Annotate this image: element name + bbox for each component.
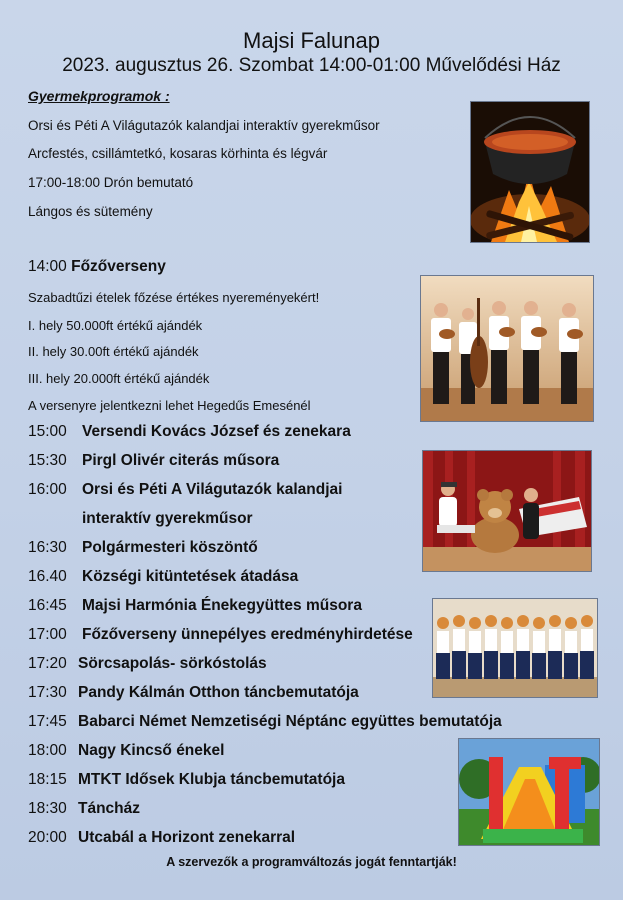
band-photo [420, 275, 594, 422]
kids-item: Orsi és Péti A Világutazók kalandjai interaktív gyerekműsor [28, 118, 380, 133]
cooking-prize: III. hely 20.000ft értékű ajándék [28, 371, 210, 386]
event-row [28, 771, 345, 789]
event-time: 16:30 [28, 539, 67, 556]
event-title: Polgármesteri köszöntő [82, 539, 258, 556]
event-time: 15:30 [28, 452, 67, 469]
event-time: 16:00 [28, 481, 67, 498]
event-time: 17:30 [28, 684, 67, 701]
event-time: 16:45 [28, 597, 67, 614]
cooking-time: 14:00 [28, 258, 67, 275]
event-row [28, 742, 224, 760]
event-row [28, 829, 295, 847]
kids-item: Lángos és sütemény [28, 204, 153, 219]
event-row [28, 713, 502, 731]
event-title: Főzőverseny ünnepélyes eredményhirdetése [82, 626, 413, 643]
choir-photo [432, 598, 598, 698]
event-time: 18:00 [28, 742, 67, 759]
event-row [28, 800, 140, 818]
event-time: 16.40 [28, 568, 67, 585]
cooking-prize: I. hely 50.000ft értékű ajándék [28, 318, 203, 333]
event-title: Táncház [78, 800, 141, 817]
cooking-heading [28, 258, 166, 276]
page-subtitle: 2023. augusztus 26. Szombat 14:00-01:00 Művelődési Ház [62, 55, 561, 76]
event-title: interaktív gyerekműsor [82, 510, 253, 527]
event-row [28, 568, 298, 586]
event-title: Nagy Kincső énekel [78, 742, 225, 759]
bouncy-castle-photo [458, 738, 600, 846]
event-time: 20:00 [28, 829, 67, 846]
event-row [28, 626, 413, 644]
footer-note: A szervezők a programváltozás jogát fenntartják! [166, 855, 457, 869]
event-title: Babarci Német Nemzetiségi Néptánc együttes bemutatója [78, 713, 502, 730]
event-time: 18:30 [28, 800, 67, 817]
event-title: Pirgl Olivér citerás műsora [82, 452, 280, 469]
event-time: 18:15 [28, 771, 67, 788]
cooking-desc: Szabadtűzi ételek főzése értékes nyereményekért! [28, 290, 320, 305]
event-title: MTKT Idősek Klubja táncbemutatója [78, 771, 345, 788]
event-row [28, 423, 351, 441]
event-row [28, 655, 267, 673]
event-title: Versendi Kovács József és zenekara [82, 423, 351, 440]
cooking-apply: A versenyre jelentkezni lehet Hegedűs Emesénél [28, 398, 311, 413]
event-row [28, 452, 279, 470]
event-title: Községi kitüntetések átadása [82, 568, 299, 585]
cooking-prize: II. hely 30.00ft értékű ajándék [28, 344, 199, 359]
event-row [28, 684, 359, 702]
page-title: Majsi Falunap [243, 28, 380, 53]
event-time: 17:20 [28, 655, 67, 672]
performers-teddy-photo [422, 450, 592, 572]
event-time: 17:00 [28, 626, 67, 643]
event-row [28, 481, 342, 499]
event-row [28, 539, 258, 557]
cooking-title: Főzőverseny [71, 258, 166, 275]
event-row [28, 597, 362, 615]
event-row [28, 510, 253, 528]
event-time: 17:45 [28, 713, 67, 730]
kids-item: 17:00-18:00 Drón bemutató [28, 175, 194, 190]
event-time: 15:00 [28, 423, 67, 440]
event-title: Utcabál a Horizont zenekarral [78, 829, 296, 846]
kids-heading: Gyermekprogramok : [28, 88, 170, 104]
kids-item: Arcfestés, csillámtetkó, kosaras körhinta és légvár [28, 146, 328, 161]
cauldron-fire-photo [470, 101, 590, 243]
event-title: Pandy Kálmán Otthon táncbemutatója [78, 684, 359, 701]
event-title: Orsi és Péti A Világutazók kalandjai [82, 481, 343, 498]
event-title: Sörcsapolás- sörkóstolás [78, 655, 267, 672]
event-title: Majsi Harmónia Énekegyüttes műsora [82, 597, 362, 614]
